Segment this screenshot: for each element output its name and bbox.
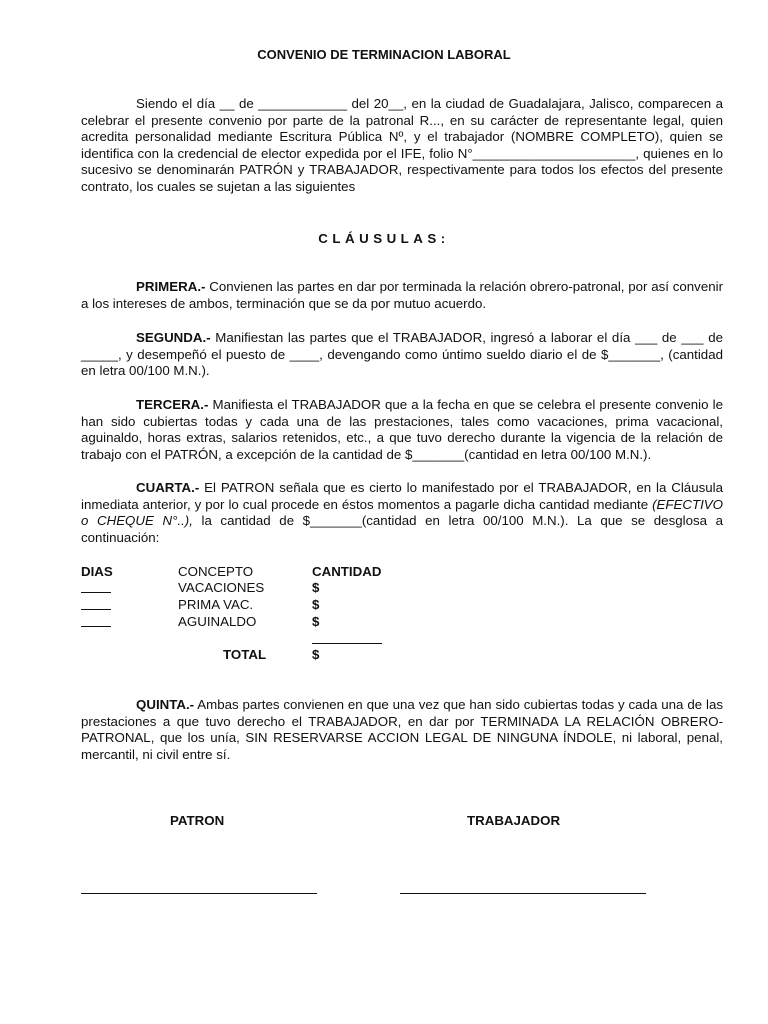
intro-paragraph: Siendo el día __ de ____________ del 20__, en la ciudad de Guadalajara, Jalisco, comparecen a celebrar el presente convenio por parte de la patronal R..., en su carácter de representante legal, quien acredita personalidad mediante Escritura Pública Nº, y el trabajador (NOMBRE COMPLETO), quien se identifica con la credencial de elector expedida por el IFE, folio N°______________________, quienes en lo sucesivo se denominarán PATRÓN y TRABAJADOR, respectivamente para todos los efectos del presente contrato, los cuales se sujetan a las siguientes — [81, 96, 723, 194]
clausulas-heading: CLÁUSULAS: — [318, 231, 450, 246]
clause-tercera-text: Manifiesta el TRABAJADOR que a la fecha en que se celebra el presente convenio le han sido cubiertas todas y cada una de las prestaciones, tales como vacaciones, prima vacacional, aguinaldo, horas extras, salarios retenidos, etc., a que tuvo derecho durante la vigencia de la relación de trabajo con el PATRÓN, a excepción de la cantidad de $_______(cantidad en letra 00/100 M.N.). — [81, 397, 723, 462]
clause-quinta — [81, 697, 723, 763]
clause-cuarta-italic: (EFECTIVO o CHEQUE N°..), — [81, 496, 723, 529]
clause-cuarta-text-b: la cantidad de $_______(cantidad en letra 00/100 M.N.). La que se desglosa a continuación: — [81, 513, 723, 545]
table-header-cantidad: CANTIDAD — [312, 564, 382, 579]
clause-segunda-text: Manifiestan las partes que el TRABAJADOR, ingresó a laborar el día ___ de ___ de _____, y desempeñó el puesto de ____, devengando como úntimo sueldo diario el de $_______, (cantidad en letra 00/100 M.N.). — [81, 330, 723, 379]
clause-primera-label: PRIMERA.- — [136, 279, 206, 294]
document-title: CONVENIO DE TERMINACION LABORAL — [257, 47, 511, 62]
table-cell-cantidad: $ — [312, 597, 320, 612]
table-cell-concepto: VACACIONES — [178, 580, 265, 595]
clause-primera-text: Convienen las partes en dar por terminada la relación obrero-patronal, por así convenir a los intereses de ambos, terminación que se da por mutuo acuerdo. — [81, 279, 723, 311]
signature-line-trabajador — [400, 893, 646, 894]
table-header-concepto: CONCEPTO — [178, 564, 254, 579]
clause-quinta-text: Ambas partes convienen en que una vez que han sido cubiertas todas y cada una de las prestaciones a que tuvo derecho el TRABAJADOR, en dar por TERMINADA LA RELACIÓN OBRERO-PATRONAL, que los unía, SIN RESERVARSE ACCION LEGAL DE NINGUNA ÍNDOLE, ni laboral, penal, mercantil, ni civil entre sí. — [81, 697, 723, 762]
table-total-value: $ — [312, 647, 320, 662]
clause-quinta-label: QUINTA.- — [136, 697, 195, 712]
signature-label-trabajador: TRABAJADOR — [467, 813, 561, 828]
dias-blank — [81, 580, 111, 593]
clause-cuarta — [81, 480, 723, 546]
signature-label-patron: PATRON — [170, 813, 225, 828]
clause-primera — [81, 279, 723, 312]
dias-blank — [81, 597, 111, 610]
table-cell-concepto: PRIMA VAC. — [178, 597, 254, 612]
clause-segunda — [81, 330, 723, 380]
clause-tercera-label: TERCERA.- — [136, 397, 209, 412]
sum-divider — [312, 643, 382, 644]
table-header-dias: DIAS — [81, 564, 113, 579]
dias-blank — [81, 614, 111, 627]
table-row — [81, 597, 111, 615]
clause-tercera — [81, 397, 723, 463]
clause-cuarta-text-a: El PATRON señala que es cierto lo manifestado por el TRABAJADOR, en la Cláusula inmediata anterior, y por lo cual procede en éstos momentos a pagarle dicha cantidad mediante — [81, 480, 723, 512]
clause-segunda-label: SEGUNDA.- — [136, 330, 211, 345]
table-cell-concepto: AGUINALDO — [178, 614, 257, 629]
table-cell-cantidad: $ — [312, 614, 320, 629]
signature-line-patron — [81, 893, 317, 894]
table-total-label: TOTAL — [223, 647, 267, 662]
table-cell-cantidad: $ — [312, 580, 320, 595]
table-row — [81, 614, 111, 632]
table-row — [81, 580, 111, 598]
clause-cuarta-label: CUARTA.- — [136, 480, 200, 495]
